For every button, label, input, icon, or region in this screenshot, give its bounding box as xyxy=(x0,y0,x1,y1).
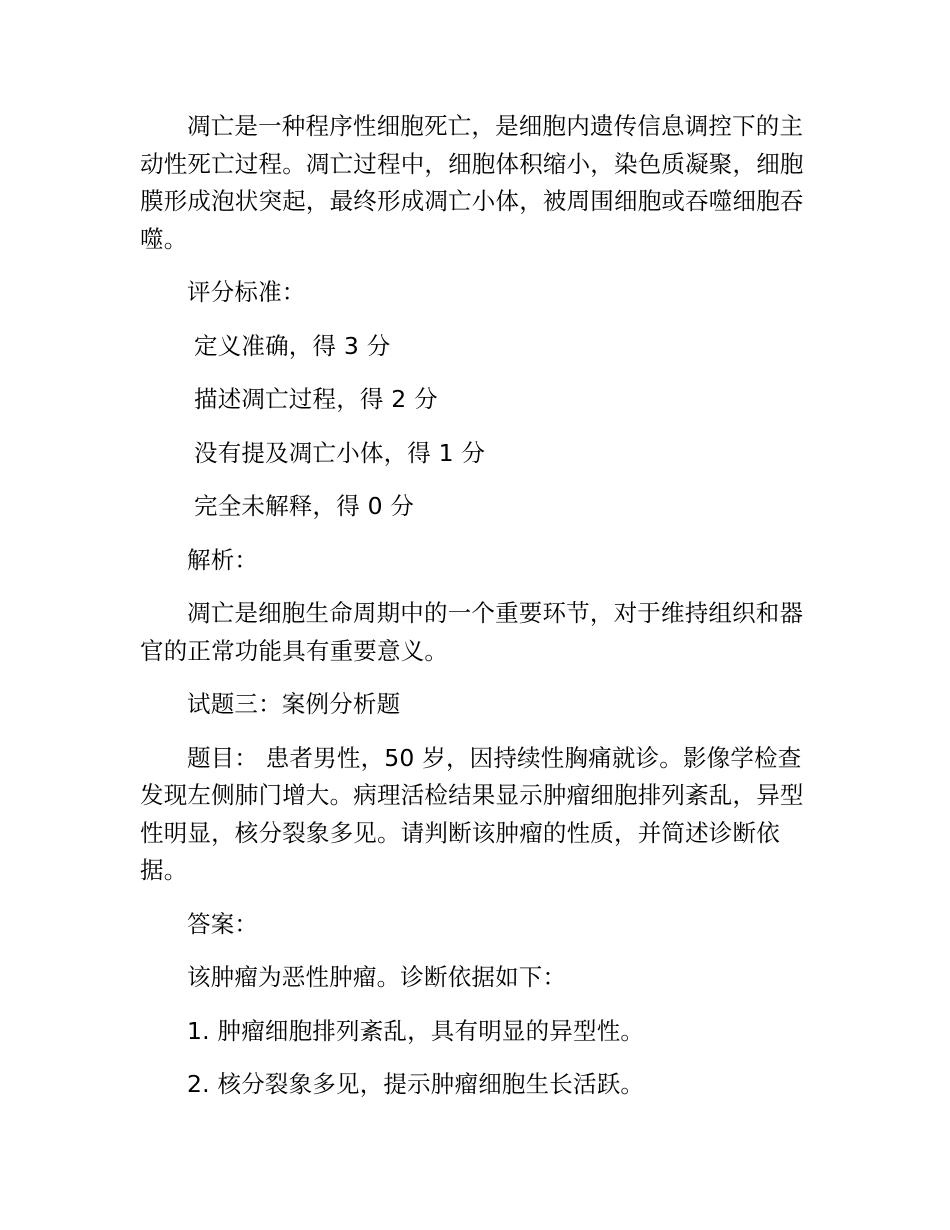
scoring-item-2: 描述凋亡过程，得 2 分 xyxy=(194,385,438,413)
answer-title: 答案： xyxy=(187,909,259,938)
answer-item-1: 1. 肿瘤细胞排列紊乱，具有明显的异型性。 xyxy=(187,1016,645,1045)
analysis-paragraph: 凋亡是细胞生命周期中的一个重要环节，对于维持组织和器官的正常功能具有重要意义。 xyxy=(140,599,804,665)
scoring-item-3: 没有提及凋亡小体，得 1 分 xyxy=(194,438,486,467)
question-3-title: 试题三：案例分析题 xyxy=(187,690,401,718)
scoring-title: 评分标准： xyxy=(187,278,306,306)
apoptosis-definition-paragraph: 凋亡是一种程序性细胞死亡，是细胞内遗传信息调控下的主动性死亡过程。凋亡过程中，细胞体积缩小，染色质凝聚，细胞膜形成泡状突起，最终形成凋亡小体，被周围细胞或吞噬细胞吞噬。 xyxy=(140,112,804,253)
analysis-title: 解析： xyxy=(187,545,259,574)
answer-item-2: 2. 核分裂象多见，提示肿瘤细胞生长活跃。 xyxy=(187,1070,645,1098)
scoring-item-4: 完全未解释，得 0 分 xyxy=(194,492,415,520)
answer-intro: 该肿瘤为恶性肿瘤。诊断依据如下： xyxy=(187,963,567,991)
scoring-item-1: 定义准确，得 3 分 xyxy=(194,331,391,360)
question-3-paragraph: 题目： 患者男性，50 岁，因持续性胸痛就诊。影像学检查发现左侧肺门增大。病理活检结果显示肿瘤细胞排列紊乱，异型性明显，核分裂象多见。请判断该肿瘤的性质，并简述诊断依据。 xyxy=(140,743,804,884)
